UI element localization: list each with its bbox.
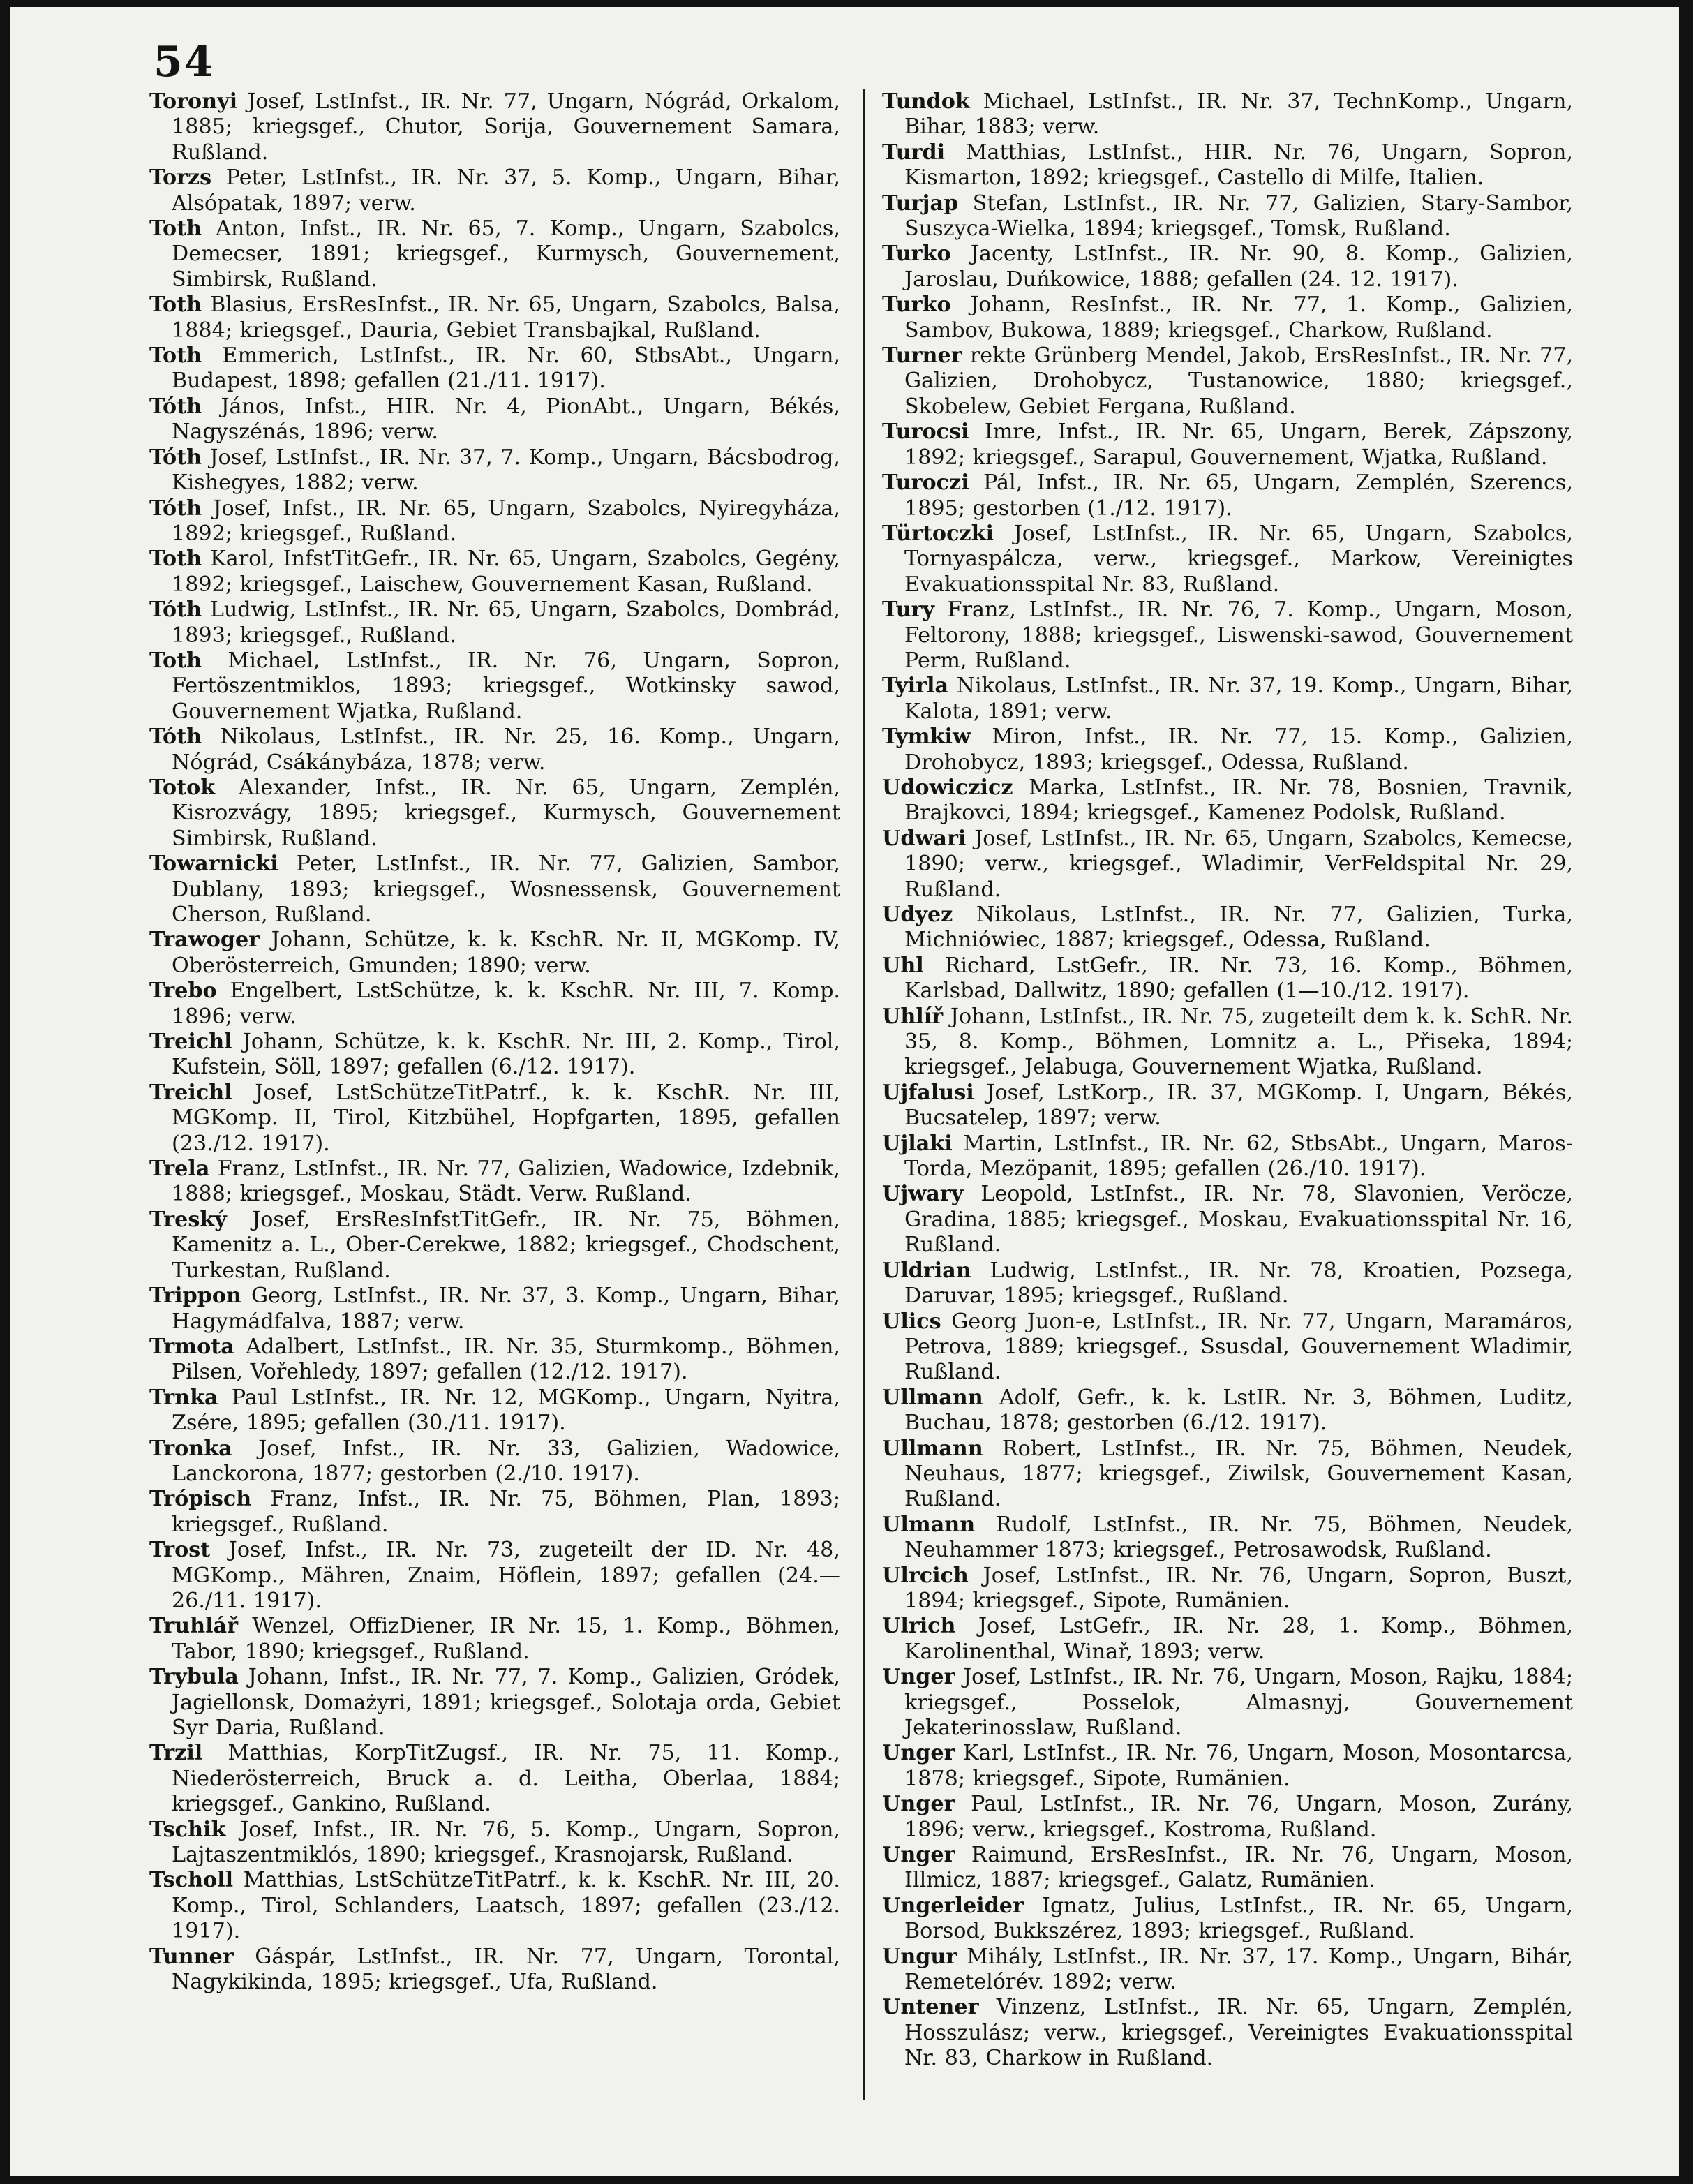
entry-details: Emmerich, LstInfst., IR. Nr. 60, StbsAbt., Ungarn, Budapest, 1898; gefallen (21./11. 1917). (172, 343, 840, 394)
entry-details: Johann, Infst., IR. Nr. 77, 7. Komp., Galizien, Gródek, Jagiellonsk, Domażyri, 1891; kriegsgef., Solotaja orda, Gebiet Syr Daria, Rußland. (172, 1665, 840, 1740)
entry-details: Michael, LstInfst., IR. Nr. 76, Ungarn, Sopron, Fertöszentmiklos, 1893; kriegsgef., Wotkinsky sawod, Gouvernement Wjatka, Rußland. (172, 648, 840, 724)
entry-surname: Unger (882, 1792, 955, 1817)
entry-details: Anton, Infst., IR. Nr. 65, 7. Komp., Ungarn, Szabolcs, Demecser, 1891; kriegsgef., Kurmysch, Gouvernement, Simbirsk, Rußland. (172, 216, 840, 292)
entry-surname: Ujlaki (882, 1131, 953, 1156)
entry-details: Georg Juon-e, LstInfst., IR. Nr. 77, Ungarn, Maramáros, Petrova, 1889; kriegsgef., Ssusdal, Gouvernement Wladimir, Rußland. (904, 1309, 1573, 1385)
list-entry (882, 1995, 1573, 2071)
list-entry (149, 928, 840, 979)
entry-details: Franz, Infst., IR. Nr. 75, Böhmen, Plan, 1893; kriegsgef., Rußland. (172, 1487, 840, 1537)
entry-details: Raimund, ErsResInfst., IR. Nr. 76, Ungarn, Moson, Illmicz, 1887; kriegsgef., Galatz, Rumänien. (904, 1843, 1573, 1893)
list-entry (882, 1309, 1573, 1386)
list-entry (882, 674, 1573, 725)
list-entry (149, 1386, 840, 1436)
entry-details: Rudolf, LstInfst., IR. Nr. 75, Böhmen, Neudek, Neuhammer 1873; kriegsgef., Petrosawodsk, Rußland. (904, 1512, 1573, 1563)
entry-details: Franz, LstInfst., IR. Nr. 76, 7. Komp., Ungarn, Moson, Feltorony, 1888; kriegsgef., Liswenski-sawod, Gouvernement Perm, Rußland. (904, 597, 1573, 673)
list-entry (882, 521, 1573, 597)
entry-details: Karol, InfstTitGefr., IR. Nr. 65, Ungarn, Szabolcs, Gegény, 1892; kriegsgef., Laischew, Gouvernement Kasan, Rußland. (172, 547, 840, 597)
entry-details: Robert, LstInfst., IR. Nr. 75, Böhmen, Neudek, Neuhaus, 1877; kriegsgef., Ziwilsk, Gouvernement Kasan, Rußland. (904, 1436, 1573, 1512)
entry-details: Josef, Infst., IR. Nr. 76, 5. Komp., Ungarn, Sopron, Lajtaszentmiklós, 1890; kriegsgef., Krasnojarsk, Rußland. (172, 1817, 840, 1868)
entry-details: Martin, LstInfst., IR. Nr. 62, StbsAbt., Ungarn, Maros-Torda, Mezöpanit, 1895; gefallen (26./10. 1917). (904, 1131, 1573, 1182)
list-entry (882, 826, 1573, 902)
entry-surname: Toth (149, 547, 202, 572)
entry-details: Alexander, Infst., IR. Nr. 65, Ungarn, Zemplén, Kisrozvágy, 1895; kriegsgef., Kurmysch, Gouvernement Simbirsk, Rußland. (172, 775, 840, 851)
list-entry (149, 1868, 840, 1944)
list-entry (882, 140, 1573, 191)
entry-surname: Ulrcich (882, 1563, 969, 1588)
list-entry (882, 419, 1573, 470)
entry-details: Johann, Schütze, k. k. KschR. Nr. III, 2. Komp., Tirol, Kufstein, Söll, 1897; gefallen (6./12. 1917). (172, 1030, 840, 1080)
entry-details: Josef, Infst., IR. Nr. 73, zugeteilt der ID. Nr. 48, MGKomp., Mähren, Znaim, Höflein, 1897; gefallen (24.—26./11. 1917). (172, 1538, 840, 1613)
entry-details: Stefan, LstInfst., IR. Nr. 77, Galizien, Stary-Sambor, Suszyca-Wielka, 1894; kriegsgef., Tomsk, Rußland. (904, 191, 1573, 242)
entry-surname: Ullmann (882, 1436, 983, 1461)
list-entry (149, 89, 840, 165)
entry-surname: Untener (882, 1995, 979, 2020)
list-entry (882, 725, 1573, 775)
entry-surname: Türtoczki (882, 521, 994, 546)
list-entry (882, 597, 1573, 674)
list-entry (149, 648, 840, 725)
column-divider (863, 89, 865, 2100)
entry-details: Josef, Infst., IR. Nr. 65, Ungarn, Szabolcs, Nyiregyháza, 1892; kriegsgef., Rußland. (172, 496, 840, 546)
list-entry (149, 1080, 840, 1157)
entry-details: Blasius, ErsResInfst., IR. Nr. 65, Ungarn, Szabolcs, Balsa, 1884; kriegsgef., Dauria, Gebiet Transbajkal, Rußland. (172, 292, 840, 343)
entry-surname: Ujwary (882, 1182, 964, 1207)
list-entry (882, 1614, 1573, 1665)
entry-surname: Turdi (882, 140, 946, 165)
list-entry (882, 953, 1573, 1004)
entry-details: Peter, LstInfst., IR. Nr. 77, Galizien, Sambor, Dublany, 1893; kriegsgef., Wosnessensk, Gouvernement Cherson, Rußland. (172, 852, 840, 927)
entry-surname: Turjap (882, 191, 959, 216)
entry-surname: Ulics (882, 1309, 941, 1334)
entry-surname: Tunner (149, 1944, 234, 1969)
list-entry (149, 725, 840, 775)
list-entry (882, 1741, 1573, 1792)
list-entry (149, 1538, 840, 1614)
list-entry (882, 1894, 1573, 1945)
list-entry (882, 1258, 1573, 1309)
list-entry (882, 89, 1573, 140)
list-entry (149, 165, 840, 216)
entry-surname: Tundok (882, 89, 970, 114)
list-entry (149, 1945, 840, 1996)
entry-surname: Toth (149, 648, 202, 673)
entry-surname: Turko (882, 292, 951, 318)
entry-surname: Treský (149, 1207, 227, 1232)
entry-details: Josef, LstInfst., IR. Nr. 76, Ungarn, Sopron, Buszt, 1894; kriegsgef., Sipote, Rumänien. (904, 1563, 1573, 1613)
entry-details: Josef, LstInfst., IR. Nr. 77, Ungarn, Nógrád, Orkalom, 1885; kriegsgef., Chutor, Sorija, Gouvernement Samara, Rußland. (172, 89, 840, 165)
list-entry (882, 1080, 1573, 1131)
list-entry (882, 1513, 1573, 1563)
list-entry (149, 1614, 840, 1665)
list-entry (882, 1004, 1573, 1080)
entry-surname: Treichl (149, 1030, 232, 1055)
entry-surname: Toronyi (149, 89, 238, 114)
list-entry (882, 343, 1573, 419)
list-entry (882, 1563, 1573, 1614)
entry-surname: Totok (149, 775, 216, 800)
entry-surname: Tóth (149, 496, 202, 521)
list-entry (149, 597, 840, 648)
list-entry (149, 343, 840, 394)
list-entry (149, 1487, 840, 1538)
entry-details: Josef, LstSchützeTitPatrf., k. k. KschR. Nr. III, MGKomp. II, Tirol, Kitzbühel, Hopfgarten, 1895, gefallen (23./12. 1917). (172, 1080, 840, 1156)
entry-details: Leopold, LstInfst., IR. Nr. 78, Slavonien, Veröcze, Gradina, 1885; kriegsgef., Moskau, Evakuationsspital Nr. 16, Rußland. (904, 1182, 1573, 1258)
entry-details: Josef, LstKorp., IR. 37, MGKomp. I, Ungarn, Békés, Bucsatelep, 1897; verw. (904, 1080, 1573, 1131)
entry-details: Engelbert, LstSchütze, k. k. KschR. Nr. III, 7. Komp. 1896; verw. (172, 979, 840, 1029)
list-entry (882, 292, 1573, 343)
entry-details: Ignatz, Julius, LstInfst., IR. Nr. 65, Ungarn, Borsod, Bukkszérez, 1893; kriegsgef., Rußland. (904, 1893, 1573, 1944)
entry-details: János, Infst., HIR. Nr. 4, PionAbt., Ungarn, Békés, Nagyszénás, 1896; verw. (172, 394, 840, 445)
entry-surname: Toth (149, 292, 202, 318)
entry-surname: Towarnicki (149, 852, 278, 877)
list-entry (882, 1386, 1573, 1436)
entry-details: Wenzel, OffizDiener, IR Nr. 15, 1. Komp., Böhmen, Tabor, 1890; kriegsgef., Rußland. (172, 1614, 840, 1664)
entry-surname: Trnka (149, 1385, 218, 1410)
entry-details: Josef, LstInfst., IR. Nr. 65, Ungarn, Szabolcs, Tornyaspálcza, verw., kriegsgef., Markow, Vereinigtes Evakuationsspital Nr. 83, Rußland. (904, 521, 1573, 597)
entry-details: Paul, LstInfst., IR. Nr. 76, Ungarn, Moson, Zurány, 1896; verw., kriegsgef., Kostroma, Rußland. (904, 1792, 1573, 1842)
list-entry (149, 979, 840, 1030)
entry-surname: Trela (149, 1157, 210, 1182)
list-entry (149, 1157, 840, 1208)
entry-details: Johann, ResInfst., IR. Nr. 77, 1. Komp., Galizien, Sambov, Bukowa, 1889; kriegsgef., Charkow, Rußland. (904, 292, 1573, 343)
entry-surname: Turoczi (882, 470, 969, 496)
entry-surname: Turko (882, 242, 951, 267)
list-entry (882, 902, 1573, 953)
entry-details: Josef, LstInfst., IR. Nr. 76, Ungarn, Moson, Rajku, 1884; kriegsgef., Posselok, Almasnyj, Gouvernement Jekaterinosslaw, Rußland. (904, 1665, 1573, 1740)
entry-surname: Tschik (149, 1817, 226, 1842)
entry-details: Nikolaus, LstInfst., IR. Nr. 37, 19. Komp., Ungarn, Bihar, Kalota, 1891; verw. (904, 674, 1573, 724)
list-entry (882, 1665, 1573, 1741)
list-entry (149, 1284, 840, 1335)
entry-details: Peter, LstInfst., IR. Nr. 37, 5. Komp., Ungarn, Bihar, Alsópatak, 1897; verw. (172, 165, 840, 216)
list-entry (149, 292, 840, 343)
list-entry (882, 191, 1573, 242)
entry-details: Jacenty, LstInfst., IR. Nr. 90, 8. Komp., Galizien, Jaroslau, Duńkowice, 1888; gefallen (24. 12. 1917). (904, 242, 1573, 292)
entry-surname: Trmota (149, 1334, 234, 1359)
entry-details: Franz, LstInfst., IR. Nr. 77, Galizien, Wadowice, Izdebnik, 1888; kriegsgef., Moskau, Städt. Verw. Rußland. (172, 1157, 840, 1207)
entry-details: Richard, LstGefr., IR. Nr. 73, 16. Komp., Böhmen, Karlsbad, Dallwitz, 1890; gefallen (1—10./12. 1917). (904, 953, 1573, 1004)
entry-surname: Truhlář (149, 1614, 238, 1639)
entry-details: Karl, LstInfst., IR. Nr. 76, Ungarn, Moson, Mosontarcsa, 1878; kriegsgef., Sipote, Rumänien. (904, 1741, 1573, 1791)
entry-surname: Uhlíř (882, 1004, 944, 1029)
entry-details: Pál, Infst., IR. Nr. 65, Ungarn, Zemplén, Szerencs, 1895; gestorben (1./12. 1917). (904, 470, 1573, 521)
entry-details: Ludwig, LstInfst., IR. Nr. 78, Kroatien, Pozsega, Daruvar, 1895; kriegsgef., Rußland. (904, 1258, 1573, 1309)
entry-details: Mihály, LstInfst., IR. Nr. 37, 17. Komp., Ungarn, Bihár, Remetelórév. 1892; verw. (904, 1944, 1573, 1995)
entry-surname: Tymkiw (882, 725, 971, 750)
entry-surname: Tóth (149, 725, 202, 750)
entry-details: Josef, Infst., IR. Nr. 33, Galizien, Wadowice, Lanckorona, 1877; gestorben (2./10. 1917). (172, 1436, 840, 1486)
list-entry (149, 1335, 840, 1386)
entry-surname: Ulmann (882, 1512, 976, 1537)
entry-details: Josef, LstInfst., IR. Nr. 37, 7. Komp., Ungarn, Bácsbodrog, Kishegyes, 1882; verw. (172, 445, 840, 496)
list-entry (149, 547, 840, 597)
entry-surname: Tyirla (882, 674, 949, 699)
list-entry (882, 1436, 1573, 1513)
page-number: 54 (154, 38, 215, 87)
entry-surname: Ujfalusi (882, 1080, 974, 1105)
entry-details: Josef, LstInfst., IR. Nr. 65, Ungarn, Szabolcs, Kemecse, 1890; verw., kriegsgef., Wladimir, VerFeldspital Nr. 29, Rußland. (904, 826, 1573, 902)
entry-surname: Ulrich (882, 1614, 956, 1639)
entry-surname: Trebo (149, 979, 217, 1004)
entry-details: Imre, Infst., IR. Nr. 65, Ungarn, Berek, Zápszony, 1892; kriegsgef., Sarapul, Gouvernement, Wjatka, Rußland. (904, 419, 1573, 470)
list-entry (149, 394, 840, 445)
entry-surname: Unger (882, 1843, 955, 1868)
entry-details: Ludwig, LstInfst., IR. Nr. 65, Ungarn, Szabolcs, Dombrád, 1893; kriegsgef., Rußland. (172, 597, 840, 648)
list-entry (882, 1792, 1573, 1843)
entry-surname: Udowiczicz (882, 775, 1013, 800)
entry-surname: Treichl (149, 1080, 232, 1105)
list-entry (149, 216, 840, 292)
entry-details: Michael, LstInfst., IR. Nr. 37, TechnKomp., Ungarn, Bihar, 1883; verw. (904, 89, 1573, 140)
list-entry (149, 852, 840, 928)
list-entry (149, 775, 840, 852)
left-column (149, 89, 840, 1995)
entry-details: Johann, LstInfst., IR. Nr. 75, zugeteilt dem k. k. SchR. Nr. 35, 8. Komp., Böhmen, Lomnitz a. L., Přiseka, 1894; kriegsgef., Jelabuga, Gouvernement Wjatka, Rußland. (904, 1004, 1573, 1080)
entry-details: Gáspár, LstInfst., IR. Nr. 77, Ungarn, Torontal, Nagykikinda, 1895; kriegsgef., Ufa, Rußland. (172, 1944, 840, 1995)
entry-details: Matthias, KorpTitZugsf., IR. Nr. 75, 11. Komp., Niederösterreich, Bruck a. d. Leitha, Oberlaa, 1884; kriegsgef., Gankino, Rußland. (172, 1741, 840, 1817)
list-entry (882, 1131, 1573, 1182)
list-entry (149, 1030, 840, 1080)
entry-details: Adalbert, LstInfst., IR. Nr. 35, Sturmkomp., Böhmen, Pilsen, Vořehledy, 1897; gefallen (12./12. 1917). (172, 1334, 840, 1385)
entry-details: Nikolaus, LstInfst., IR. Nr. 77, Galizien, Turka, Michniówiec, 1887; kriegsgef., Odessa, Rußland. (904, 902, 1573, 953)
list-entry (149, 1436, 840, 1487)
entry-details: Nikolaus, LstInfst., IR. Nr. 25, 16. Komp., Ungarn, Nógrád, Csákánybáza, 1878; verw. (172, 725, 840, 775)
entry-details: Adolf, Gefr., k. k. LstIR. Nr. 3, Böhmen, Luditz, Buchau, 1878; gestorben (6./12. 1917). (904, 1385, 1573, 1436)
entry-surname: Trybula (149, 1665, 239, 1690)
entry-details: Miron, Infst., IR. Nr. 77, 15. Komp., Galizien, Drohobycz, 1893; kriegsgef., Odessa, Rußland. (904, 725, 1573, 775)
entry-surname: Unger (882, 1741, 955, 1766)
list-entry (149, 1208, 840, 1284)
list-entry (149, 496, 840, 547)
entry-surname: Tóth (149, 445, 202, 470)
entry-details: Josef, LstGefr., IR. Nr. 28, 1. Komp., Böhmen, Karolinenthal, Winař, 1893; verw. (904, 1614, 1573, 1664)
right-column (882, 89, 1573, 2072)
entry-details: Johann, Schütze, k. k. KschR. Nr. II, MGKomp. IV, Oberösterreich, Gmunden; 1890; verw. (172, 928, 840, 978)
list-entry (882, 470, 1573, 521)
entry-details: Vinzenz, LstInfst., IR. Nr. 65, Ungarn, Zemplén, Hosszulász; verw., kriegsgef., Vereinigtes Evakuationsspital Nr. 83, Charkow in Rußland. (904, 1995, 1573, 2071)
list-entry (149, 445, 840, 496)
list-entry (882, 1182, 1573, 1258)
entry-surname: Trópisch (149, 1487, 252, 1512)
entry-surname: Turocsi (882, 419, 969, 445)
entry-surname: Ungerleider (882, 1893, 1024, 1918)
entry-surname: Torzs (149, 165, 212, 191)
list-entry (882, 1945, 1573, 1996)
entry-surname: Udyez (882, 902, 953, 927)
entry-surname: Trzil (149, 1741, 203, 1766)
entry-surname: Toth (149, 216, 202, 242)
list-entry (149, 1818, 840, 1869)
entry-surname: Trippon (149, 1284, 241, 1309)
entry-surname: Ullmann (882, 1385, 983, 1410)
entry-surname: Tóth (149, 597, 202, 623)
entry-surname: Trost (149, 1538, 211, 1563)
list-entry (882, 1843, 1573, 1894)
entry-details: Georg, LstInfst., IR. Nr. 37, 3. Komp., Ungarn, Bihar, Hagymádfalva, 1887; verw. (172, 1284, 840, 1334)
entry-surname: Trawoger (149, 928, 260, 953)
entry-surname: Turner (882, 343, 962, 369)
entry-details: Matthias, LstInfst., HIR. Nr. 76, Ungarn, Sopron, Kismarton, 1892; kriegsgef., Castello di Milfe, Italien. (904, 140, 1573, 191)
entry-surname: Unger (882, 1665, 955, 1690)
entry-surname: Tury (882, 597, 935, 623)
list-entry (149, 1741, 840, 1817)
entry-surname: Udwari (882, 826, 967, 851)
list-entry (882, 242, 1573, 292)
entry-details: Marka, LstInfst., IR. Nr. 78, Bosnien, Travnik, Brajkovci, 1894; kriegsgef., Kamenez Podolsk, Rußland. (904, 775, 1573, 826)
entry-details: Josef, ErsResInfstTitGefr., IR. Nr. 75, Böhmen, Kamenitz a. L., Ober-Cerekwe, 1882; kriegsgef., Chodschent, Turkestan, Rußland. (172, 1207, 840, 1283)
entry-surname: Uhl (882, 953, 924, 978)
entry-details: Paul LstInfst., IR. Nr. 12, MGKomp., Ungarn, Nyitra, Zsére, 1895; gefallen (30./11. 1917). (172, 1385, 840, 1436)
entry-details: rekte Grünberg Mendel, Jakob, ErsResInfst., IR. Nr. 77, Galizien, Drohobycz, Tustanowice, 1880; kriegsgef., Skobelew, Gebiet Fergana, Rußland. (904, 343, 1573, 419)
entry-surname: Tóth (149, 394, 202, 419)
entry-surname: Ungur (882, 1944, 957, 1969)
list-entry (149, 1665, 840, 1741)
entry-surname: Tronka (149, 1436, 232, 1461)
entry-details: Matthias, LstSchützeTitPatrf., k. k. KschR. Nr. III, 20. Komp., Tirol, Schlanders, Laatsch, 1897; gefallen (23./12. 1917). (172, 1868, 840, 1944)
entry-surname: Uldrian (882, 1258, 971, 1283)
entry-surname: Tscholl (149, 1868, 234, 1893)
list-entry (882, 775, 1573, 826)
entry-surname: Toth (149, 343, 202, 369)
